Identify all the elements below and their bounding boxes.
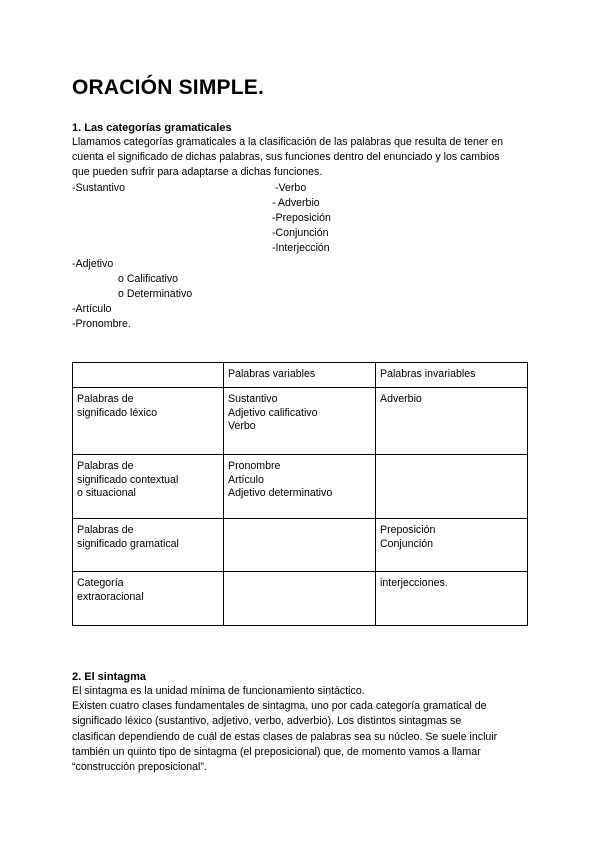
paragraph-line: que pueden sufrir para adaptarse a dichas funciones.: [72, 166, 323, 179]
list-item-adverbio: - Adverbio: [272, 197, 320, 209]
cell-line: significado gramatical: [77, 537, 179, 550]
cell-line: Palabras de: [77, 524, 134, 536]
paragraph-line: también un quinto tipo de sintagma (el preposicional) que, de momento vamos a llamar: [72, 745, 481, 758]
cell-line: significado contextual: [77, 473, 179, 486]
page-title: ORACIÓN SIMPLE.: [72, 76, 265, 99]
cell-line: interjecciones.: [380, 577, 448, 589]
list-item-conjuncion: -Conjunción: [272, 227, 329, 239]
section-1-paragraph: [72, 135, 503, 181]
table-header-row: [73, 363, 528, 388]
cell-line: Adverbio: [380, 393, 422, 405]
cell-line: Conjunción: [380, 537, 434, 550]
list-item-preposicion: -Preposición: [272, 212, 331, 224]
cell-line: Adjetivo calificativo: [228, 406, 318, 419]
list-subitem-determinativo: o Determinativo: [118, 288, 193, 300]
cell-line: Adjetivo determinativo: [228, 487, 333, 500]
cell-line: Artículo: [228, 473, 264, 486]
section-2-paragraph: [72, 684, 497, 775]
table-row: [73, 572, 528, 626]
table-row: [73, 388, 528, 455]
paragraph-line: Existen cuatro clases fundamentales de sintagma, uno por cada categoría gramatical de: [72, 700, 487, 713]
cell-line: extraoracional: [77, 590, 144, 603]
cell-line: Palabras de: [77, 460, 134, 472]
table-cell-invariables: [376, 519, 528, 572]
cell-line: significado léxico: [77, 406, 158, 419]
categories-table: [72, 362, 528, 626]
table-header-empty: [73, 363, 224, 388]
cell-line: o situacional: [77, 487, 136, 500]
table-cell-label: [73, 572, 224, 626]
table-cell-label: [73, 388, 224, 455]
table-row: [73, 455, 528, 519]
cell-line: Pronombre: [228, 460, 281, 472]
section-2-heading: 2. El sintagma: [72, 671, 146, 683]
paragraph-line: Llamamos categorías gramaticales a la clasificación de las palabras que resulta de tener en: [72, 136, 504, 148]
list-subitem-calificativo: o Calificativo: [118, 273, 179, 285]
list-item-articulo: -Artículo: [72, 303, 112, 315]
cell-line: Preposición: [380, 524, 436, 536]
table-cell-invariables: [376, 572, 528, 626]
table-cell-invariables: [376, 455, 528, 519]
list-item-sustantivo: -Sustantivo: [72, 182, 125, 194]
paragraph-line: significado léxico (sustantivo, adjetivo, verbo, adverbio). Los distintos sintagmas se: [72, 715, 462, 728]
section-1-heading: 1. Las categorías gramaticales: [72, 122, 232, 134]
table-header-invariables: Palabras invariables: [376, 363, 528, 388]
table-cell-variables: [224, 519, 376, 572]
table-header-variables: Palabras variables: [224, 363, 376, 388]
cell-line: Palabras de: [77, 393, 134, 405]
paragraph-line: cuenta el significado de dichas palabras, sus funciones dentro del enunciado y los cambios: [72, 151, 500, 164]
list-item-interjeccion: -Interjección: [272, 242, 330, 254]
table-cell-invariables: [376, 388, 528, 455]
table-cell-variables: [224, 455, 376, 519]
list-item-adjetivo: -Adjetivo: [72, 258, 114, 270]
table-cell-variables: [224, 572, 376, 626]
table-cell-label: [73, 455, 224, 519]
paragraph-line: clasifican dependiendo de cuál de estas clases de palabras sea su núcleo. Se suele incluir: [72, 730, 498, 743]
cell-line: Verbo: [228, 420, 256, 433]
table-cell-label: [73, 519, 224, 572]
list-item-verbo: -Verbo: [275, 182, 307, 194]
table-cell-variables: [224, 388, 376, 455]
paragraph-line: “construcción preposicional”.: [72, 761, 207, 774]
table-row: [73, 519, 528, 572]
list-item-pronombre: -Pronombre.: [72, 318, 131, 330]
cell-line: Categoría: [77, 577, 124, 589]
cell-line: Sustantivo: [228, 393, 278, 405]
paragraph-line: El sintagma es la unidad mínima de funcionamiento sintáctico.: [72, 685, 365, 697]
